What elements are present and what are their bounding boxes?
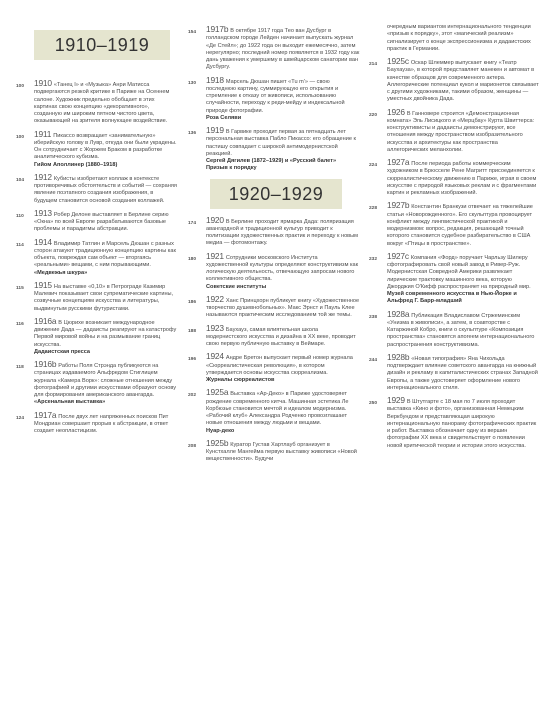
decade-heading-1910s: 1910–1919 bbox=[34, 30, 170, 60]
entry-text: После двух лет напряженных поисков Пит Мондриан совершает прорыв к абстракции, в ответ создает неопластицизм. bbox=[34, 413, 169, 434]
entry-text: Андре Бретон выпускает первый номер журнала «Сюрреалистическая революция», в котором утверждается основы искусства сюрреализма. bbox=[206, 355, 353, 376]
entry-year: 1910 bbox=[34, 78, 52, 88]
entry-year: 1912 bbox=[34, 171, 52, 182]
page-number: 220 bbox=[369, 112, 378, 118]
timeline-entry bbox=[369, 351, 539, 392]
entry-text: Публикация Владиславом Стржеминским «Унизма в живописи», а затем, в соавторстве с Катаржиной Кобро, книги о скульптуре «Композиция пространства» становятся апогеем интернационального распространения конструктивизма. bbox=[387, 312, 535, 348]
entry-text: В Гарвике проходит первая за пятнадцать лет персональная выставка Пабло Пикассо: его обращение к пастишу совпадает с широкой антимодернистской реакцией. bbox=[206, 129, 356, 157]
entry-text: «Танец I» и «Музыка» Анри Матисса подвергаются резкой критике в Париже на Осеннем салоне. Художник предельно обобщает в этих картинах свою концепцию «декоративного», созданную им широким пятном чистого цвета, оказывающей на зрителя волнующее воздействие. bbox=[34, 82, 170, 125]
column-2 bbox=[188, 0, 360, 469]
timeline-entry bbox=[16, 80, 178, 126]
column-1 bbox=[16, 0, 178, 440]
page-number: 116 bbox=[16, 321, 24, 327]
entry-text: Марсель Дюшан пишет «Tu m'» — свою последнюю картину, суммирующую его открытия и стремление к отказу от живописи, использованию случайности, переходу к реди-мейду и индексальной природе фотографии. bbox=[206, 78, 345, 114]
entry-subtopic: Гийом Аполлинер (1880–1918) bbox=[34, 161, 118, 168]
page-number: 250 bbox=[369, 401, 378, 406]
entry-year: 1916а bbox=[34, 315, 57, 326]
entry-text: Пикассо возвращает «занимательную» иберийскую голову в Лувр, откуда они были украдены. Он сотрудничает с Жоржем Браком в разработке аналитического кубизма. bbox=[34, 132, 177, 161]
timeline-entry bbox=[188, 214, 360, 248]
entry-text: В Штутгарте с 18 мая по 7 июля проходит выставка «Кино и фото», организованная Немецким Веркбундом и представляющая широкую интернациональную панораму фотографических практик и работ. Выставка обозначает одну из вершин фотографии XX века и свидетельствует о появлении новой критической теории и истории этого искусства. bbox=[387, 399, 537, 449]
entry-year: 1927b bbox=[387, 200, 410, 211]
entry-subtopic: Журналы сюрреалистов bbox=[206, 377, 275, 383]
page-number: 124 bbox=[16, 415, 25, 421]
entry-year: 1928а bbox=[387, 308, 410, 319]
timeline-entry bbox=[188, 127, 360, 173]
entry-year: 1911 bbox=[34, 128, 52, 139]
page-number: 136 bbox=[188, 131, 197, 136]
timeline-entry bbox=[16, 207, 178, 234]
timeline-entry bbox=[369, 159, 539, 197]
timeline-entry bbox=[16, 409, 178, 436]
entry-subtopic: Нуар-деко bbox=[206, 427, 235, 434]
page-number: 104 bbox=[16, 177, 25, 183]
entry-year: 1924 bbox=[206, 351, 224, 362]
timeline-entry bbox=[369, 397, 539, 450]
page-number: 214 bbox=[369, 62, 378, 67]
entry-text: Компания «Форд» поручает Чарльзу Шилеру сфотографировать свой новый завод в Ривер-Руж. Модернистская Совредной Америки развлекает лирические трактовку машинного века, которую Джорджия О'Кифф распространяет на природный мир. bbox=[387, 254, 531, 290]
timeline-entry bbox=[369, 106, 539, 155]
entry-year: 1929 bbox=[387, 395, 405, 405]
entry-year: 1914 bbox=[34, 236, 52, 247]
entry-text: Выставка «Ар-Деко» в Париже удостоверяет рождение современного китча. Машинная эстетика Ле Корбюзье становится мечтой и идеалом модернизма. «Рабочий клуб» Александра Родченко провозглашает новые отношения между людьми и вещами. bbox=[206, 391, 349, 427]
entry-text: На выставке «0,10» в Петрограде Казимир Малевич показывает свои супрематические картины, созвучные концепциям искусства и литературы, выдвинутым русскими футуристами. bbox=[34, 283, 174, 312]
decade-heading-1920s: 1920–1929 bbox=[210, 179, 342, 209]
timeline-entry bbox=[188, 26, 360, 72]
timeline-entry-continued bbox=[369, 24, 539, 53]
timeline-entry bbox=[188, 353, 360, 384]
entry-text: В Цюрихе возникает международное движение Дада — дадаисты реагируют на катастрофу Первой мировой войны и на размывание границ искусства. bbox=[34, 319, 177, 348]
entry-text: Сотрудники московского Института художественной культуры определяют конструктивизм как логическую деятельность, отвечающую запросам нового коллективного общества. bbox=[206, 254, 359, 283]
entry-text: Куратор Густав Хартлауб организует в Кунстхалле Мангейма первую выставку живописи «Новой вещественности». Будучи bbox=[206, 441, 357, 463]
entry-year: 1913 bbox=[34, 207, 52, 218]
page-number: 154 bbox=[188, 30, 197, 35]
page-number: 110 bbox=[16, 213, 24, 219]
entry-text: Работы Поля Стрэнда публикуются на страницах издаваемого Альфредом Стиглицем журнала «Камера Ворк»: сложные отношения между фотографией и другими искусствами образуют основу для формирования американского авангарда. bbox=[34, 363, 177, 398]
entry-year: 1915 bbox=[34, 279, 52, 290]
entry-year: 1920 bbox=[206, 214, 224, 225]
page-number: 224 bbox=[369, 163, 378, 168]
timeline-entry bbox=[16, 279, 178, 313]
timeline-entry bbox=[16, 361, 178, 407]
entry-text: Владимир Татлин и Марсель Дюшан с разных сторон атакуют традиционную концепцию картины как объекта, повреждая сам объект — вторгаясь «реальными» вещами, с ним порывающими. bbox=[34, 240, 176, 269]
timeline-entry bbox=[188, 437, 360, 464]
column-3 bbox=[369, 0, 539, 455]
page-number: 115 bbox=[16, 285, 24, 291]
page-number: 232 bbox=[369, 256, 378, 262]
page-number: 100 bbox=[16, 134, 25, 140]
entry-year: 1922 bbox=[206, 293, 224, 304]
entry-subtopic: «Медвежья шкура» bbox=[34, 269, 88, 276]
timeline-entry bbox=[188, 74, 360, 123]
timeline-entry bbox=[369, 58, 539, 104]
page-number: 202 bbox=[188, 393, 197, 399]
entry-year: 1916b bbox=[34, 359, 57, 369]
timeline-entry bbox=[369, 202, 539, 248]
page-number: 196 bbox=[188, 357, 197, 363]
entry-text: Константин Бранкузи отвечает на тяжелейшие статьи «Новорожденного». Его скульптура провоцирует конфликт между лингвистической практикой и модернизмом: вопрос, редакция, решающий точный которого становится судебное разбирательство в США вокруг «Птицы в пространстве». bbox=[387, 204, 533, 247]
page-number: 244 bbox=[369, 357, 378, 363]
timeline-entry bbox=[188, 389, 360, 435]
page-number: 238 bbox=[369, 314, 378, 320]
entry-subtopic: Музей современного искусства в Нью-Йорке и Альфред Г. Барр-младший bbox=[387, 291, 517, 305]
entry-text: очередным вариантом интернационального тенденции «призыв к порядку», этот «магический реализм» сигнализирует о конце экспрессионизма и дадаистских практик в Германии. bbox=[387, 24, 531, 52]
entry-year: 1918 bbox=[206, 74, 224, 85]
timeline-entry bbox=[16, 128, 178, 169]
timeline-entry bbox=[188, 322, 360, 349]
entry-year: 1925а bbox=[206, 387, 229, 398]
timeline-entry bbox=[16, 236, 178, 277]
timeline-entry bbox=[16, 171, 178, 205]
timeline-entry bbox=[369, 250, 539, 306]
entry-text: В Ганновере строится «Демонстрационная комната» Эль Лисицкого и «Мерцбау» Курта Швиттерса: конструктивисты и дадаисты демонстрируют, все отношения между пространством изобразительного искусства и архитектуры как пространства аллегорических меланхолии. bbox=[387, 110, 535, 153]
entry-subtopic: Сергей Дягилев (1872–1929) и «Русский балет» bbox=[206, 158, 337, 164]
entry-year: 1919 bbox=[206, 125, 224, 135]
entry-year: 1921 bbox=[206, 250, 224, 261]
entry-text: «Новая типография» Яна Чихольда подтверждает влияние советского авангарда на книжный дизайн и рекламу в капиталистических странах Западной Европы, а также удостоверяет оформление нового интернационального стиля. bbox=[387, 355, 538, 391]
entry-text: Оскар Шлеммер выпускает книгу «Театр Баухауза», в которой представляет манекен и автомат в качестве образцов для современного актера. Аллегорические потенциал кукол и марионеток связывает с другими художниками, такими образом, женщины — уместных двойника Дада. bbox=[387, 60, 539, 103]
timeline-entry bbox=[16, 315, 178, 356]
timeline-entry bbox=[369, 308, 539, 349]
entry-subtopic: Роза Селяви bbox=[206, 114, 242, 121]
entry-subtopic: Советские институты bbox=[206, 283, 267, 290]
page-number: 118 bbox=[16, 365, 24, 370]
page-number: 228 bbox=[369, 206, 378, 212]
entry-text: Баухауз, самая влиятельная школа модернистского искусства и дизайна в XX веке, проводит свою первую публичную выставку в Веймаре. bbox=[206, 326, 356, 347]
entry-year: 1926 bbox=[387, 106, 405, 117]
timeline-entry bbox=[188, 250, 360, 291]
entry-text: В октябре 1917 года Тео ван Дусбург в голландском городе Лейден начинает выпускать журнал «Де Стейл»; до 1922 года он выходит ежемесячно, затем нерегулярно; последний номер появляется в 1932 году как дань уважения к умершему в швейцарском санатории ван Дусбургу. bbox=[206, 28, 360, 71]
page-number: 180 bbox=[188, 256, 197, 262]
entry-text: Робер Делоне выставляет в Берлине серию «Окна» по всей Европе разрабатываются базовые проблемы и парадигмы абстракции. bbox=[34, 211, 169, 233]
entry-text: После периода работы коммерческим художником в Брюсселе Рене Магритт присоединяется к сюрреалистическому движению в Париже, играя в своем искусстве с природой языковых реклам и с фрагментами картин и рекламных изображений. bbox=[387, 161, 537, 196]
entry-year: 1927а bbox=[387, 157, 410, 167]
entry-year: 1917a bbox=[34, 409, 57, 420]
page-number: 114 bbox=[16, 242, 24, 248]
entry-year: 1927с bbox=[387, 250, 409, 261]
entry-text: В Берлине проходит ярмарка Дада: поляризация авангардной и традиционной культур приводит к политизации художественных практик и переходу к новым медиа — фотомонтажу. bbox=[206, 218, 359, 247]
entry-text: Кубисты изобретают коллаж в контексте противоречивых обстоятельств и событий — сохраняя явление поэтапного создания изображения, в будущем становится основой создания коллажей. bbox=[34, 175, 177, 204]
page-number: 100 bbox=[16, 84, 25, 89]
entry-subtopic: Призыв к порядку bbox=[206, 165, 257, 172]
page-number: 130 bbox=[188, 80, 197, 86]
timeline-entry bbox=[188, 293, 360, 320]
page-number: 208 bbox=[188, 443, 197, 449]
page-number: 186 bbox=[188, 299, 197, 305]
page-number: 174 bbox=[188, 220, 197, 226]
page-number: 188 bbox=[188, 328, 197, 334]
entry-subtopic: Дадаистская пресса bbox=[34, 348, 91, 355]
entry-text: Ханс Принцхорн публикует книгу «Художественное творчество душевнобольных». Макс Эрнст и Пауль Клее называются практическим исследованием той же темы. bbox=[206, 297, 360, 319]
entry-year: 1925с bbox=[387, 56, 409, 66]
entry-year: 1928b bbox=[387, 351, 410, 362]
entry-year: 1925b bbox=[206, 437, 229, 448]
entry-year: 1923 bbox=[206, 322, 224, 333]
entry-year: 1917b bbox=[206, 24, 229, 34]
entry-subtopic: «Арсенальная выставка» bbox=[34, 399, 106, 406]
